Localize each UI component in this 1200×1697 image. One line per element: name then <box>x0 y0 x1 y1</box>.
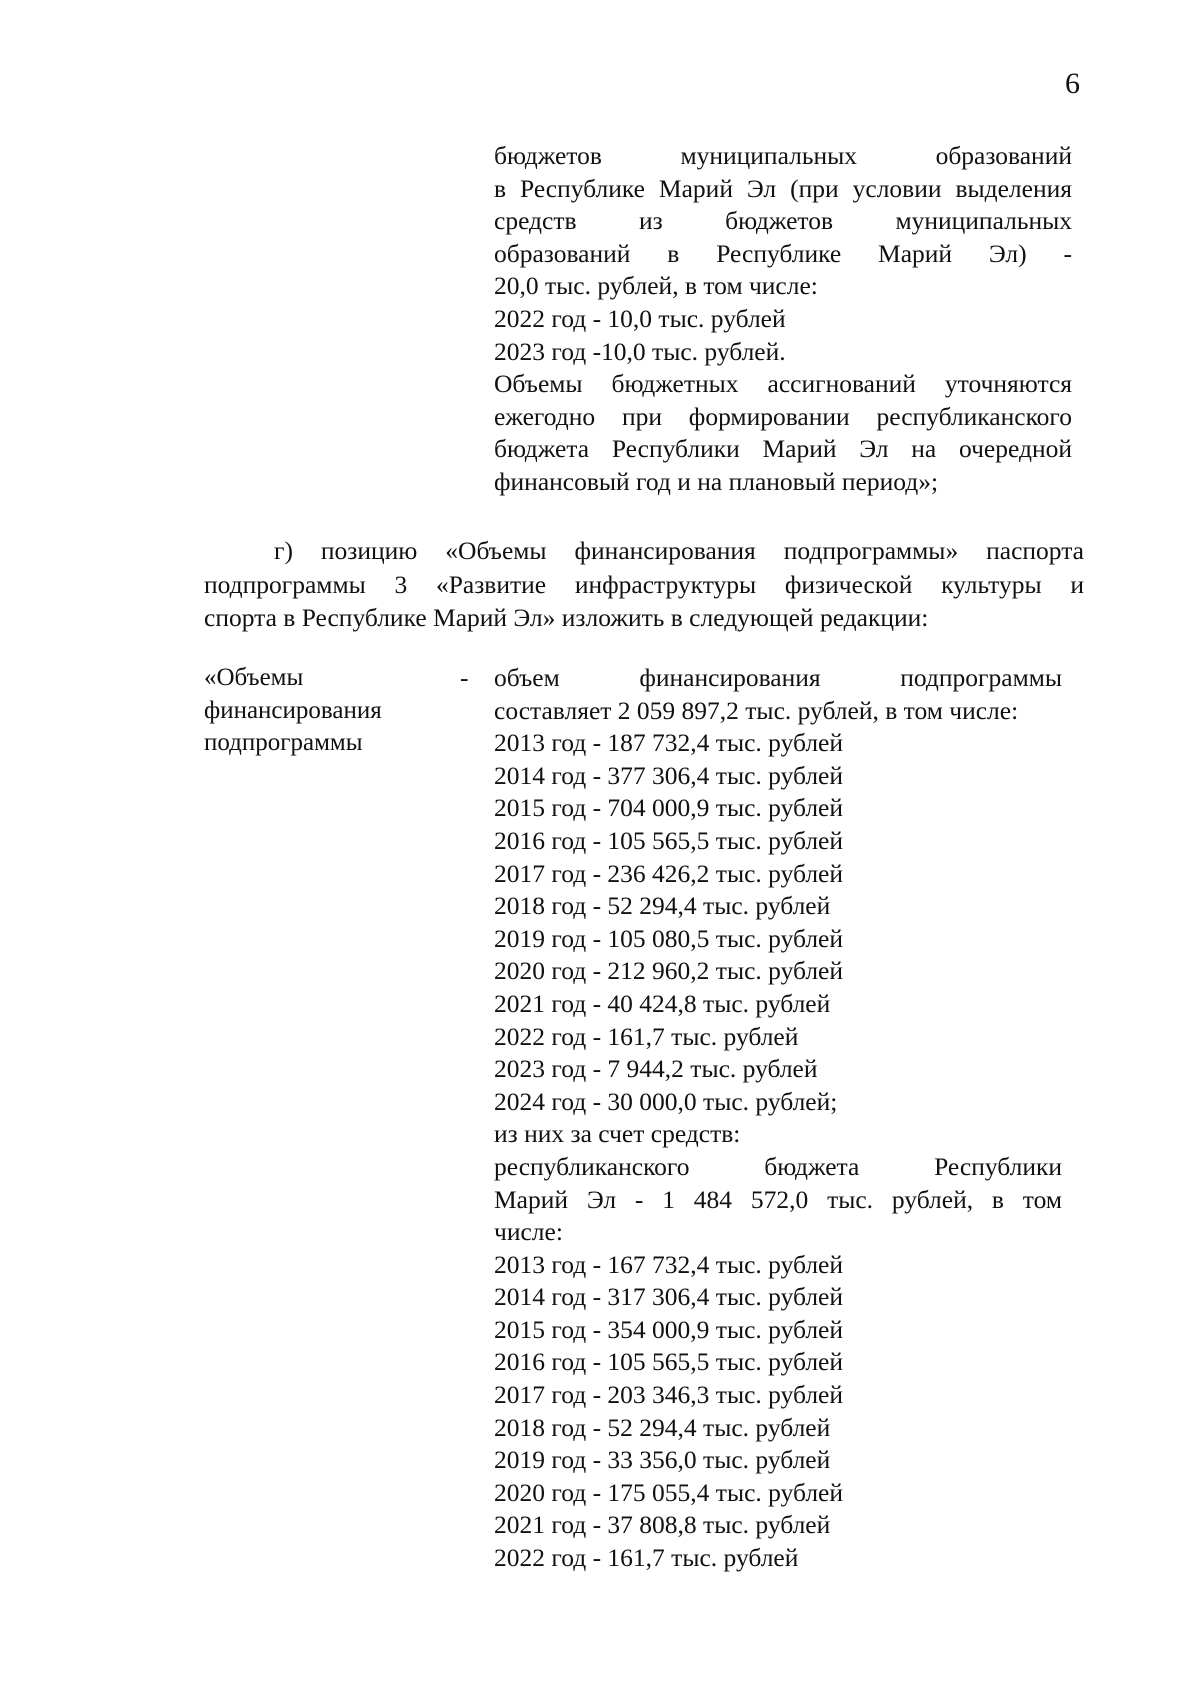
label-line: подпрограммы <box>204 729 363 757</box>
text-line: в Республике Марий Эл (при условии выделения <box>494 173 1072 203</box>
funding-line: 2016 год - 105 565,5 тыс. рублей <box>494 825 844 855</box>
page-number: 6 <box>1065 67 1080 100</box>
label-line: «Объемы <box>204 664 304 691</box>
funding-line: 2014 год - 377 306,4 тыс. рублей <box>494 760 844 790</box>
text-line: бюджета Республики Марий Эл на очередной <box>494 434 1072 464</box>
amendment-paragraph <box>204 534 1084 635</box>
funding-line: 2015 год - 704 000,9 тыс. рублей <box>494 793 844 823</box>
funding-line: республиканского бюджета Республики <box>494 1151 1062 1181</box>
label-line: финансирования <box>204 696 382 724</box>
funding-line: 2017 год - 236 426,2 тыс. рублей <box>494 858 844 888</box>
funding-line: из них за счет средств: <box>494 1119 741 1149</box>
paragraph-line: г) позицию «Объемы финансирования подпрограммы» паспорта <box>274 536 1084 565</box>
funding-line: 2018 год - 52 294,4 тыс. рублей <box>494 891 831 921</box>
text-line: бюджетов муниципальных образований <box>494 141 1072 170</box>
text-line: образований в Республике Марий Эл) - <box>494 238 1072 268</box>
paragraph-line: подпрограммы 3 «Развитие инфраструктуры физической культуры и <box>204 569 1084 599</box>
funding-line: 2024 год - 30 000,0 тыс. рублей; <box>494 1086 838 1116</box>
passport-row-value <box>494 662 1062 1575</box>
funding-line: 2017 год - 203 346,3 тыс. рублей <box>494 1380 844 1410</box>
text-line: Объемы бюджетных ассигнований уточняются <box>494 369 1072 399</box>
funding-line: объем финансирования подпрограммы <box>494 663 1062 692</box>
funding-line: 2013 год - 187 732,4 тыс. рублей <box>494 728 844 758</box>
funding-line: 2022 год - 161,7 тыс. рублей <box>494 1543 799 1573</box>
funding-line: составляет 2 059 897,2 тыс. рублей, в том числе: <box>494 695 1019 725</box>
funding-line: 2018 год - 52 294,4 тыс. рублей <box>494 1412 831 1442</box>
funding-line: 2020 год - 212 960,2 тыс. рублей <box>494 956 844 986</box>
paragraph-line: спорта в Республике Марий Эл» изложить в следующей редакции: <box>204 603 929 632</box>
funding-line: Марий Эл - 1 484 572,0 тыс. рублей, в том <box>494 1184 1062 1214</box>
continued-funding-text <box>494 140 1072 499</box>
text-line: 20,0 тыс. рублей, в том числе: <box>494 271 818 301</box>
funding-line: 2022 год - 161,7 тыс. рублей <box>494 1021 799 1051</box>
funding-line: числе: <box>494 1217 563 1247</box>
funding-line: 2013 год - 167 732,4 тыс. рублей <box>494 1249 844 1279</box>
funding-line: 2019 год - 33 356,0 тыс. рублей <box>494 1445 831 1475</box>
text-line: средств из бюджетов муниципальных <box>494 206 1072 236</box>
funding-line: 2020 год - 175 055,4 тыс. рублей <box>494 1477 844 1507</box>
text-line: финансовый год и на плановый период»; <box>494 466 939 496</box>
funding-line: 2021 год - 40 424,8 тыс. рублей <box>494 988 831 1018</box>
text-line: 2022 год - 10,0 тыс. рублей <box>494 303 786 333</box>
funding-line: 2015 год - 354 000,9 тыс. рублей <box>494 1314 844 1344</box>
funding-line: 2016 год - 105 565,5 тыс. рублей <box>494 1347 844 1377</box>
funding-line: 2014 год - 317 306,4 тыс. рублей <box>494 1282 844 1312</box>
passport-row-label <box>204 662 484 760</box>
funding-line: 2019 год - 105 080,5 тыс. рублей <box>494 923 844 953</box>
funding-line: 2023 год - 7 944,2 тыс. рублей <box>494 1054 818 1084</box>
funding-line: 2021 год - 37 808,8 тыс. рублей <box>494 1510 831 1540</box>
text-line: 2023 год -10,0 тыс. рублей. <box>494 336 786 366</box>
passport-row-dash: - <box>460 663 469 692</box>
text-line: ежегодно при формировании республиканского <box>494 401 1072 431</box>
